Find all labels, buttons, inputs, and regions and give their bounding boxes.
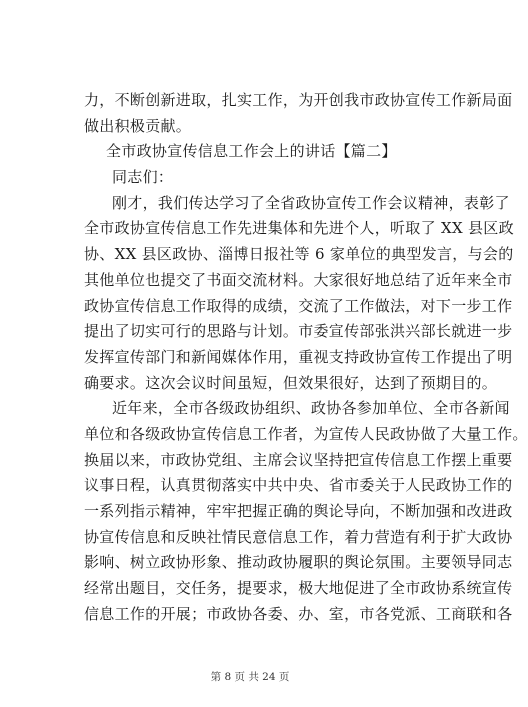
text-line: 力，不断创新进取，扎实工作，为开创我市政协宣传工作新局面 xyxy=(84,91,513,109)
salutation: 同志们： xyxy=(112,168,174,187)
text-line: 换届以来，市政协党组、主席会议坚持把宣传信息工作摆上重要 xyxy=(84,450,513,469)
text-line: 政协宣传信息工作取得的成绩，交流了工作做法，对下一步工作 xyxy=(84,296,513,315)
text-line: 信息工作的开展；市政协各委、办、室，市各党派、工商联和各 xyxy=(84,604,513,623)
text-line: 一系列指示精神，牢牢把握正确的舆论导向，不断加强和改进政 xyxy=(84,502,513,520)
text-line: 提出了切实可行的思路与计划。市委宣传部张洪兴部长就进一步 xyxy=(84,322,513,341)
text-line: 协宣传信息和反映社情民意信息工作，着力营造有利于扩大政协 xyxy=(84,527,513,546)
text-line: 其他单位也提交了书面交流材料。大家很好地总结了近年来全市 xyxy=(84,270,513,289)
paragraph-first-line: 近年来，全市各级政协组织、政协各参加单位、全市各新闻 xyxy=(112,399,510,418)
text-line: 经常出题目，交任务，提要求，极大地促进了全市政协系统宣传 xyxy=(84,579,513,598)
text-line: 做出积极贡献。 xyxy=(84,116,192,135)
text-line: 确要求。这次会议时间虽短，但效果很好，达到了预期目的。 xyxy=(84,373,498,392)
text-line: 议事日程，认真贯彻落实中共中央、省市委关于人民政协工作的 xyxy=(84,476,513,495)
section-title: 全市政协宣传信息工作会上的讲话【篇二】 xyxy=(106,142,397,161)
text-line: 协、XX 县区政协、淄博日报社等 6 家单位的典型发言，与会的 xyxy=(84,245,514,264)
text-line: 全市政协宣传信息工作先进集体和先进个人，听取了 XX 县区政 xyxy=(84,219,514,238)
paragraph-first-line: 刚才，我们传达学习了全省政协宣传工作会议精神，表彰了 xyxy=(112,193,510,212)
text-line: 单位和各级政协宣传信息工作者，为宣传人民政协做了大量工作。 xyxy=(84,424,528,443)
text-line: 影响、树立政协形象、推动政协履职的舆论氛围。主要领导同志 xyxy=(84,553,513,572)
page-footer: 第 8 页 共 24 页 xyxy=(210,671,290,683)
text-line: 发挥宣传部门和新闻媒体作用，重视支持政协宣传工作提出了明 xyxy=(84,347,513,366)
document-body xyxy=(84,88,528,627)
